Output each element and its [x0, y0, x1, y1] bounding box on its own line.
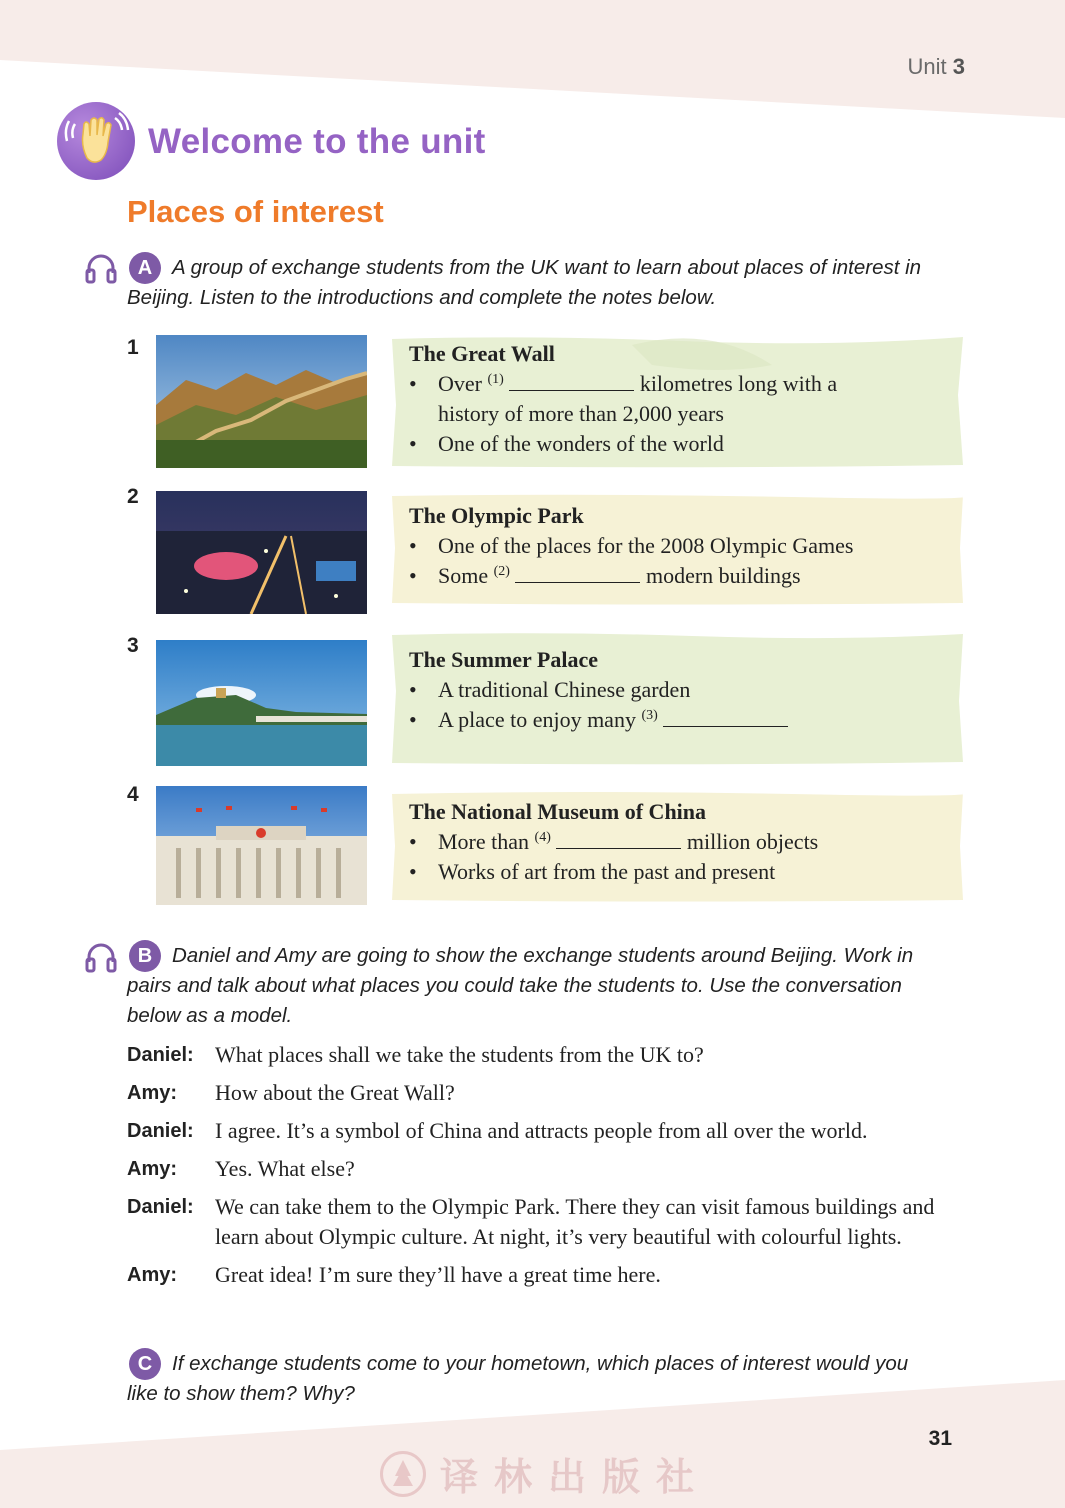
part-a-badge: A: [129, 252, 161, 284]
publisher-name: 译林出版社: [440, 1454, 711, 1499]
dialogue-row: [127, 1040, 977, 1070]
part-c-instruction-line1: If exchange students come to your hometown, which places of interest would you: [172, 1352, 909, 1375]
bullet-text: kilometres long with a: [639, 371, 838, 396]
unit-label: [908, 54, 966, 80]
part-b-instruction-line3: below as a model.: [127, 1004, 293, 1027]
page-number: 31: [928, 1427, 952, 1450]
bullet-text: A place to enjoy many: [438, 707, 636, 732]
dialogue-row: [127, 1116, 977, 1146]
dialogue-row: [127, 1192, 977, 1252]
dialogue-row: [127, 1260, 977, 1290]
bullet-item: [409, 561, 853, 591]
speaker: Amy:: [127, 1264, 178, 1286]
part-b-instruction: [127, 941, 967, 1031]
blank-number: (3): [641, 708, 658, 723]
bullet-text: million objects: [686, 829, 819, 854]
bullet-text: Some: [438, 563, 489, 588]
part-c-badge: C: [129, 1348, 161, 1380]
part-a-instruction-line1: A group of exchange students from the UK want to learn about places of interest in: [172, 256, 922, 279]
speaker: Daniel:: [127, 1196, 194, 1218]
welcome-title: Welcome to the unit: [148, 122, 486, 161]
part-c-instruction-line2: like to show them? Why?: [127, 1382, 355, 1405]
note-olympic-park: [392, 493, 963, 605]
dialogue-line: How about the Great Wall?: [215, 1080, 455, 1105]
speaker: Amy:: [127, 1158, 178, 1180]
bullet-text: Works of art from the past and present: [438, 859, 776, 884]
blank-number: (4): [534, 830, 551, 845]
waving-hand-icon: [57, 102, 135, 180]
publisher-watermark: [380, 1446, 710, 1501]
bullet-text: A traditional Chinese garden: [438, 677, 691, 702]
great-wall-photo: [156, 335, 367, 468]
headphones-icon[interactable]: [84, 940, 118, 974]
place-number-2: 2: [127, 485, 139, 508]
national-museum-photo: [156, 786, 367, 905]
section-title: Places of interest: [127, 194, 384, 229]
place-number-3: 3: [127, 634, 139, 657]
part-a-instruction: [127, 253, 967, 313]
answer-blank-2[interactable]: [515, 564, 640, 583]
speaker: Daniel:: [127, 1120, 194, 1142]
place-number-1: 1: [127, 336, 139, 359]
note-summer-palace: [392, 631, 963, 765]
place-title: The Summer Palace: [409, 647, 599, 672]
bullet-item: [409, 827, 818, 857]
top-background-band: [0, 0, 1065, 120]
unit-number: 3: [952, 54, 965, 79]
dialogue-line: We can take them to the Olympic Park. There they can visit famous buildings and learn about Olympic culture. At night, it’s very beautiful with colourful lights.: [215, 1194, 935, 1249]
dialogue-line: Great idea! I’m sure they’ll have a great time here.: [215, 1262, 661, 1287]
bullet-item: [409, 429, 837, 459]
bullet-text: One of the places for the 2008 Olympic Games: [438, 533, 854, 558]
dialogue-line: What places shall we take the students from the UK to?: [215, 1042, 704, 1067]
part-b-instruction-line1: Daniel and Amy are going to show the exchange students around Beijing. Work in: [172, 944, 914, 967]
part-a-instruction-line2: Beijing. Listen to the introductions and complete the notes below.: [127, 286, 717, 309]
bullet-item: [409, 705, 788, 735]
dialogue-line: Yes. What else?: [215, 1156, 355, 1181]
bullet-item: [409, 857, 818, 887]
unit-word: Unit: [907, 54, 947, 79]
bullet-text: More than: [438, 829, 530, 854]
place-title: The National Museum of China: [409, 799, 707, 824]
blank-number: (1): [487, 372, 504, 387]
bullet-text: modern buildings: [645, 563, 801, 588]
place-title: The Great Wall: [409, 341, 555, 366]
answer-blank-3[interactable]: [663, 708, 788, 727]
bullet-text: One of the wonders of the world: [438, 431, 724, 456]
bullet-text: Over: [438, 371, 482, 396]
speaker: Amy:: [127, 1082, 178, 1104]
note-great-wall: [392, 335, 963, 468]
headphones-icon[interactable]: [84, 251, 118, 285]
blank-number: (2): [493, 564, 510, 579]
bullet-item: [409, 531, 853, 561]
answer-blank-4[interactable]: [556, 830, 681, 849]
part-b-instruction-line2: pairs and talk about what places you could take the students to. Use the conversation: [127, 974, 902, 997]
bullet-item: [409, 675, 788, 705]
answer-blank-1[interactable]: [509, 372, 634, 391]
note-national-museum: [392, 790, 963, 902]
place-title: The Olympic Park: [409, 503, 584, 528]
bullet-text: history of more than 2,000 years: [438, 401, 724, 426]
speaker: Daniel:: [127, 1044, 194, 1066]
dialogue: [127, 1040, 977, 1298]
part-c-instruction: [127, 1349, 967, 1409]
bullet-item: [409, 369, 837, 429]
place-number-4: 4: [127, 783, 139, 806]
publisher-logo-icon: [380, 1451, 426, 1497]
part-b-badge: B: [129, 940, 161, 972]
olympic-park-photo: [156, 491, 367, 614]
dialogue-row: [127, 1154, 977, 1184]
dialogue-row: [127, 1078, 977, 1108]
dialogue-line: I agree. It’s a symbol of China and attracts people from all over the world.: [215, 1118, 868, 1143]
summer-palace-photo: [156, 640, 367, 766]
